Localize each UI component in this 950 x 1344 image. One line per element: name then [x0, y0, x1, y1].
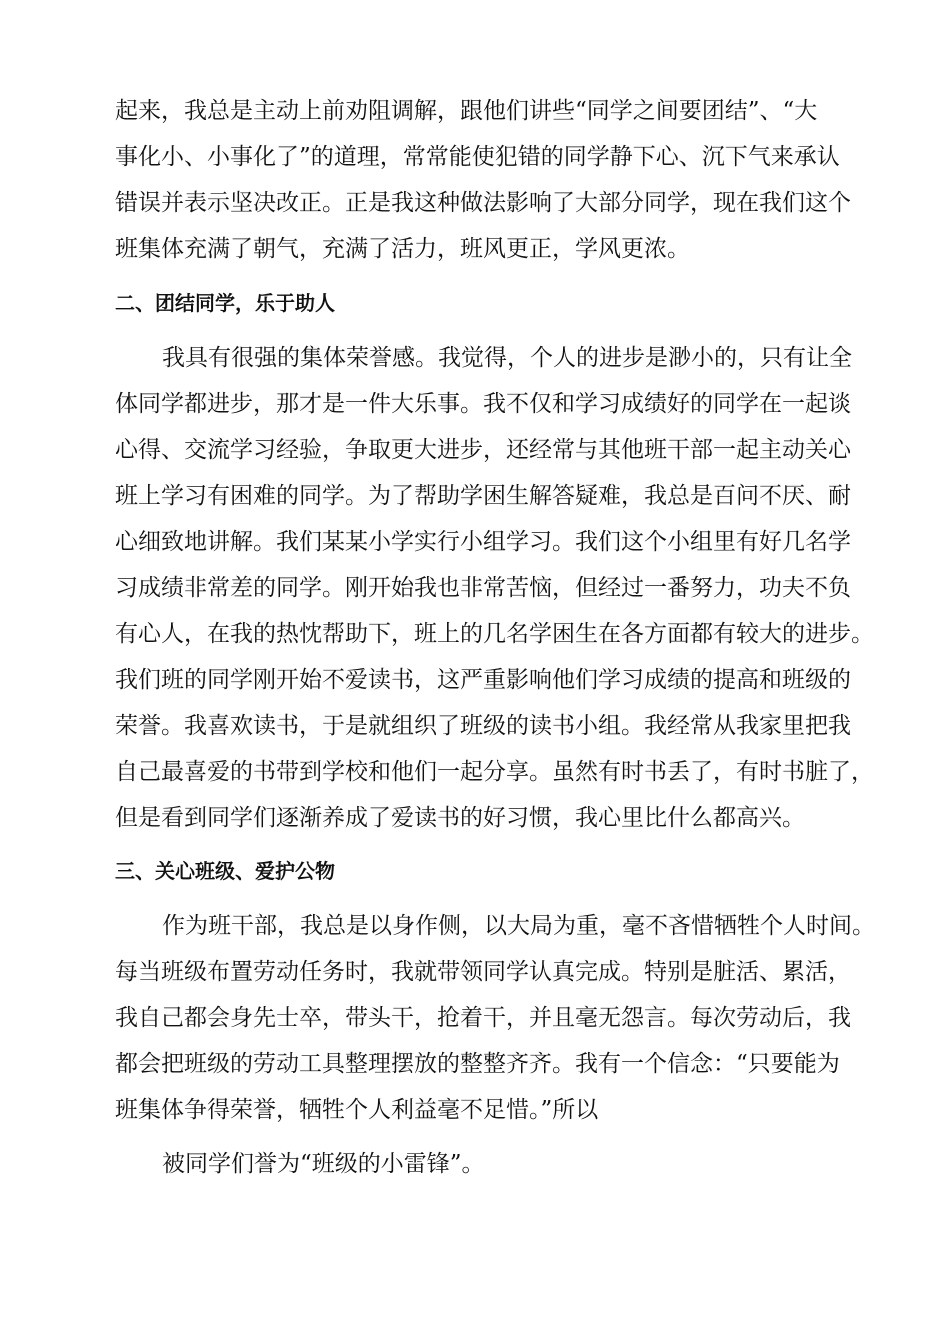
section-2-line-11: 但是看到同学们逐渐养成了爱读书的好习惯，我心里比什么都高兴。	[115, 805, 805, 831]
section-3-line-3: 我自己都会身先士卒，带头干，抢着干，并且毫无怨言。每次劳动后，我	[115, 1005, 851, 1031]
section-2-line-1: 我具有很强的集体荣誉感。我觉得，个人的进步是渺小的，只有让全	[162, 345, 852, 371]
paragraph-1-line-1: 起来，我总是主动上前劝阻调解，跟他们讲些“同学之间要团结”、“大	[115, 98, 818, 124]
section-2-line-2: 体同学都进步，那才是一件大乐事。我不仅和学习成绩好的同学在一起谈	[115, 391, 851, 417]
section-3-heading: 三、关心班级、爱护公物	[115, 859, 335, 883]
paragraph-1-line-3: 错误并表示坚决改正。正是我这种做法影响了大部分同学，现在我们这个	[115, 190, 851, 216]
section-2-line-9: 荣誉。我喜欢读书，于是就组织了班级的读书小组。我经常从我家里把我	[115, 713, 851, 739]
section-3-line-4: 都会把班级的劳动工具整理摆放的整整齐齐。我有一个信念：“只要能为	[115, 1051, 840, 1077]
section-2-line-10: 自己最喜爱的书带到学校和他们一起分享。虽然有时书丢了，有时书脏了，	[115, 759, 874, 785]
section-2-line-4: 班上学习有困难的同学。为了帮助学困生解答疑难，我总是百问不厌、耐	[115, 483, 851, 509]
paragraph-1-line-2: 事化小、小事化了”的道理，常常能使犯错的同学静下心、沉下气来承认	[115, 144, 840, 170]
section-2-line-3: 心得、交流学习经验，争取更大进步，还经常与其他班干部一起主动关心	[115, 437, 851, 463]
section-2-line-8: 我们班的同学刚开始不爱读书，这严重影响他们学习成绩的提高和班级的	[115, 667, 851, 693]
section-2-line-5: 心细致地讲解。我们某某小学实行小组学习。我们这个小组里有好几名学	[115, 529, 851, 555]
section-3-line-2: 每当班级布置劳动任务时，我就带领同学认真完成。特别是脏活、累活，	[115, 959, 851, 985]
section-2-line-6: 习成绩非常差的同学。刚开始我也非常苦恼，但经过一番努力，功夫不负	[115, 575, 851, 601]
section-3-closing-line: 被同学们誉为“班级的小雷锋”。	[162, 1151, 485, 1177]
section-3-line-1: 作为班干部，我总是以身作侧，以大局为重，毫不吝惜牺牲个人时间。	[162, 913, 875, 939]
paragraph-1-line-4: 班集体充满了朝气，充满了活力，班风更正，学风更浓。	[115, 236, 690, 262]
section-2-line-7: 有心人，在我的热忱帮助下，班上的几名学困生在各方面都有较大的进步。	[115, 621, 874, 647]
section-2-heading: 二、团结同学，乐于助人	[115, 291, 335, 315]
section-3-line-5: 班集体争得荣誉，牺牲个人利益毫不足惜。”所以	[115, 1097, 599, 1123]
